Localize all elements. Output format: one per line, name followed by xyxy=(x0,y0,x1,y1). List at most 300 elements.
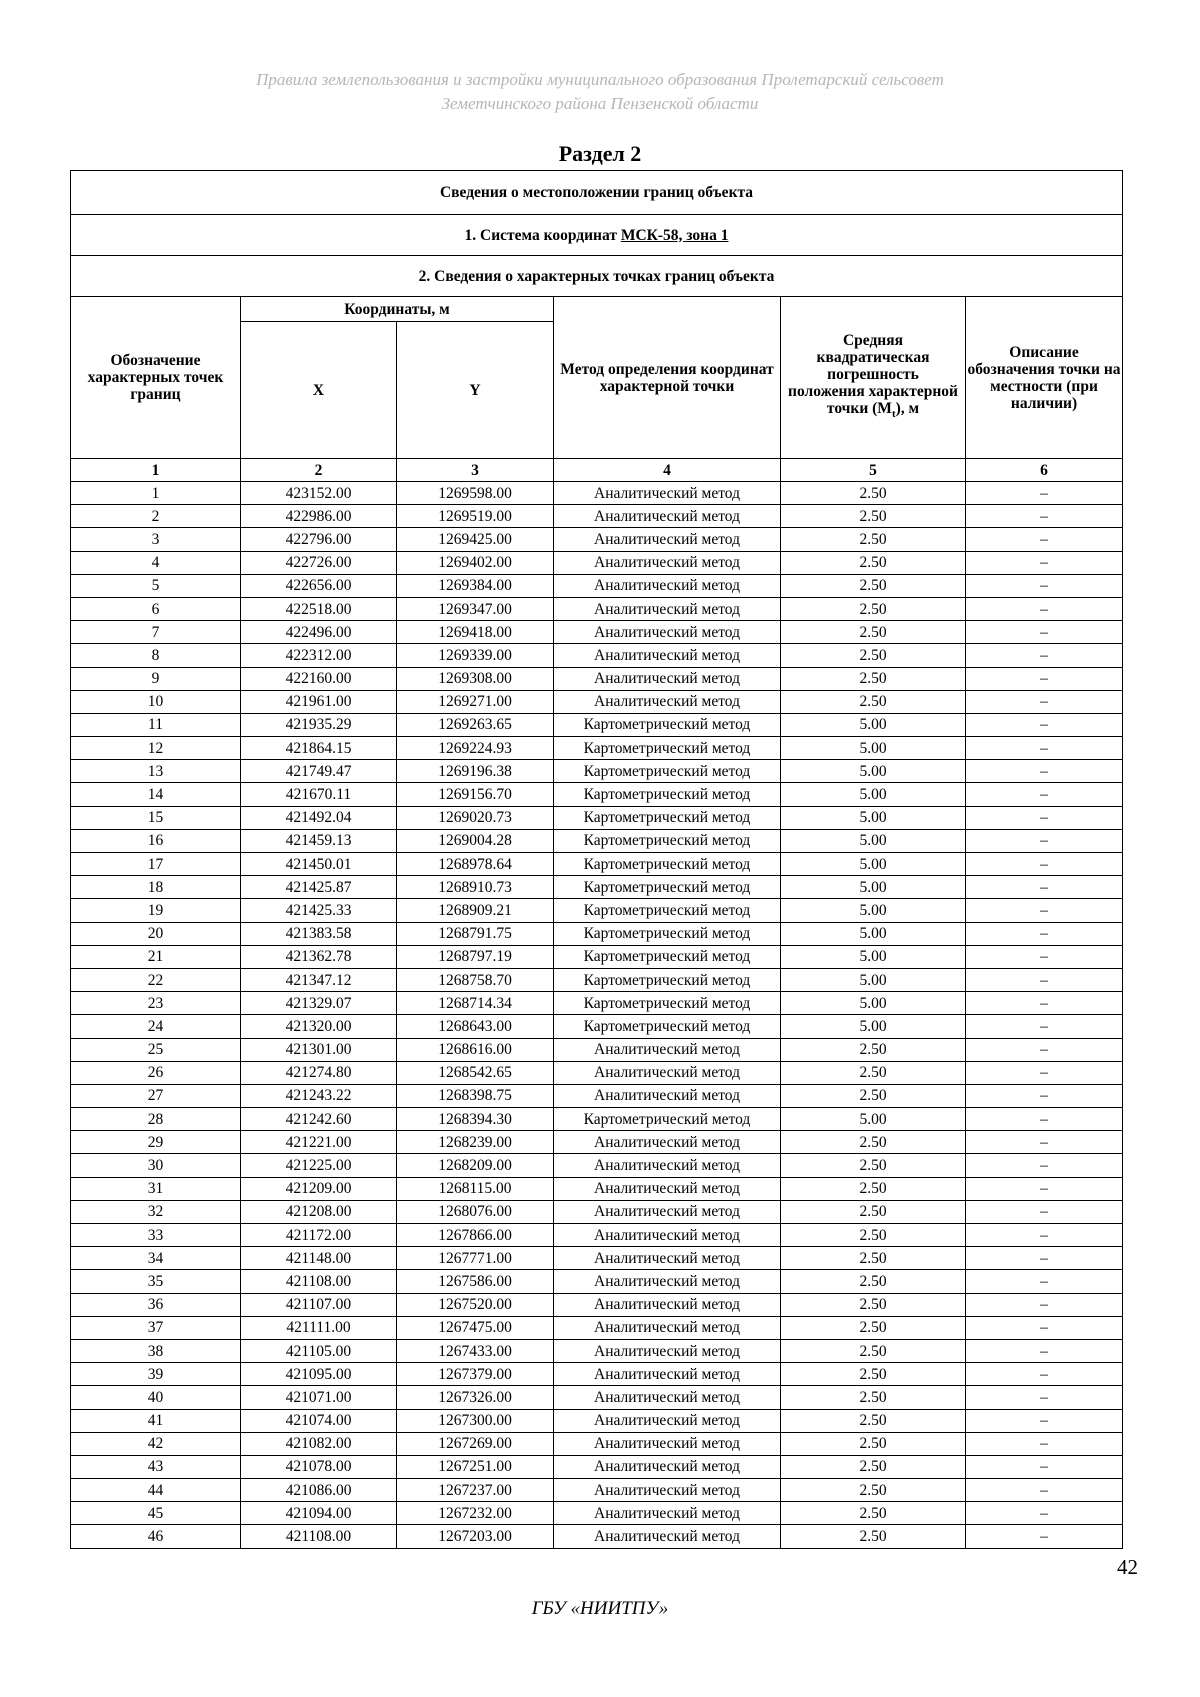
y-coordinate-cell: 1267433.00 xyxy=(397,1339,554,1362)
x-coordinate-cell: 421094.00 xyxy=(241,1502,397,1525)
table-row xyxy=(71,1224,1123,1247)
table-row xyxy=(71,1316,1123,1339)
mean-error-cell: 2.50 xyxy=(781,1339,966,1362)
table-row xyxy=(71,1455,1123,1478)
mean-error-cell: 2.50 xyxy=(781,1154,966,1177)
y-coordinate-cell: 1269339.00 xyxy=(397,644,554,667)
mean-error-cell: 2.50 xyxy=(781,1316,966,1339)
description-cell: – xyxy=(966,968,1123,991)
table-row xyxy=(71,644,1123,667)
description-cell: – xyxy=(966,760,1123,783)
method-cell: Аналитический метод xyxy=(554,1502,781,1525)
table-row xyxy=(71,806,1123,829)
column-number: 2 xyxy=(241,459,397,482)
y-coordinate-cell: 1267237.00 xyxy=(397,1479,554,1502)
page-number: 42 xyxy=(1117,1555,1138,1579)
table-row xyxy=(71,783,1123,806)
x-coordinate-cell: 421107.00 xyxy=(241,1293,397,1316)
x-coordinate-cell: 421459.13 xyxy=(241,829,397,852)
method-cell: Аналитический метод xyxy=(554,1038,781,1061)
x-coordinate-cell: 421148.00 xyxy=(241,1247,397,1270)
point-number-cell: 19 xyxy=(71,899,241,922)
table-row xyxy=(71,1409,1123,1432)
y-coordinate-cell: 1268209.00 xyxy=(397,1154,554,1177)
mean-error-cell: 2.50 xyxy=(781,621,966,644)
point-number-cell: 20 xyxy=(71,922,241,945)
point-number-cell: 32 xyxy=(71,1200,241,1223)
x-coordinate-cell: 422986.00 xyxy=(241,505,397,528)
method-cell: Аналитический метод xyxy=(554,667,781,690)
point-number-cell: 18 xyxy=(71,876,241,899)
x-coordinate-cell: 422796.00 xyxy=(241,528,397,551)
y-coordinate-cell: 1268909.21 xyxy=(397,899,554,922)
method-cell: Аналитический метод xyxy=(554,1224,781,1247)
table-row xyxy=(71,621,1123,644)
table-row xyxy=(71,482,1123,505)
y-coordinate-cell: 1268076.00 xyxy=(397,1200,554,1223)
point-number-cell: 40 xyxy=(71,1386,241,1409)
table-row xyxy=(71,528,1123,551)
mean-error-cell: 5.00 xyxy=(781,737,966,760)
mean-error-cell: 5.00 xyxy=(781,806,966,829)
x-coordinate-cell: 421383.58 xyxy=(241,922,397,945)
mean-error-cell: 2.50 xyxy=(781,1525,966,1548)
point-number-cell: 43 xyxy=(71,1455,241,1478)
mean-error-cell: 2.50 xyxy=(781,1270,966,1293)
point-number-cell: 3 xyxy=(71,528,241,551)
table-row xyxy=(71,1015,1123,1038)
point-number-cell: 15 xyxy=(71,806,241,829)
point-number-cell: 16 xyxy=(71,829,241,852)
method-cell: Картометрический метод xyxy=(554,829,781,852)
table-row xyxy=(71,1293,1123,1316)
y-coordinate-cell: 1269156.70 xyxy=(397,783,554,806)
mean-error-cell: 5.00 xyxy=(781,876,966,899)
y-coordinate-cell: 1269425.00 xyxy=(397,528,554,551)
x-coordinate-cell: 421329.07 xyxy=(241,992,397,1015)
table-row xyxy=(71,1061,1123,1084)
x-coordinate-cell: 421935.29 xyxy=(241,713,397,736)
point-number-cell: 37 xyxy=(71,1316,241,1339)
mean-error-cell: 2.50 xyxy=(781,1061,966,1084)
description-cell: – xyxy=(966,713,1123,736)
description-cell: – xyxy=(966,737,1123,760)
mean-error-cell: 2.50 xyxy=(781,1293,966,1316)
x-coordinate-cell: 421078.00 xyxy=(241,1455,397,1478)
point-number-cell: 25 xyxy=(71,1038,241,1061)
method-cell: Аналитический метод xyxy=(554,528,781,551)
header-error: Средняя квадратическая погрешность положения характерной точки $(M_t)$, м xyxy=(781,297,966,459)
mean-error-cell: 5.00 xyxy=(781,713,966,736)
table-row xyxy=(71,1177,1123,1200)
point-number-cell: 6 xyxy=(71,597,241,620)
description-cell: – xyxy=(966,597,1123,620)
x-coordinate-cell: 422518.00 xyxy=(241,597,397,620)
x-coordinate-cell: 421221.00 xyxy=(241,1131,397,1154)
x-coordinate-cell: 421274.80 xyxy=(241,1061,397,1084)
point-number-cell: 11 xyxy=(71,713,241,736)
x-coordinate-cell: 421864.15 xyxy=(241,737,397,760)
y-coordinate-cell: 1268714.34 xyxy=(397,992,554,1015)
point-number-cell: 24 xyxy=(71,1015,241,1038)
table-row xyxy=(71,551,1123,574)
y-coordinate-cell: 1268239.00 xyxy=(397,1131,554,1154)
x-coordinate-cell: 421108.00 xyxy=(241,1525,397,1548)
description-cell: – xyxy=(966,1455,1123,1478)
description-cell: – xyxy=(966,1131,1123,1154)
x-coordinate-cell: 421108.00 xyxy=(241,1270,397,1293)
y-coordinate-cell: 1267269.00 xyxy=(397,1432,554,1455)
mean-error-cell: 2.50 xyxy=(781,1479,966,1502)
description-cell: – xyxy=(966,644,1123,667)
description-cell: – xyxy=(966,1409,1123,1432)
header-description: Описание обозначения точки на местности (при наличии) xyxy=(966,297,1123,459)
method-cell: Картометрический метод xyxy=(554,945,781,968)
method-cell: Картометрический метод xyxy=(554,783,781,806)
description-cell: – xyxy=(966,992,1123,1015)
mean-error-cell: 5.00 xyxy=(781,945,966,968)
method-cell: Аналитический метод xyxy=(554,621,781,644)
mean-error-cell: 2.50 xyxy=(781,690,966,713)
table-row xyxy=(71,1502,1123,1525)
table-row xyxy=(71,1479,1123,1502)
x-coordinate-cell: 422496.00 xyxy=(241,621,397,644)
description-cell: – xyxy=(966,1061,1123,1084)
mean-error-cell: 5.00 xyxy=(781,899,966,922)
description-cell: – xyxy=(966,783,1123,806)
y-coordinate-cell: 1269020.73 xyxy=(397,806,554,829)
method-cell: Аналитический метод xyxy=(554,1455,781,1478)
table-row xyxy=(71,574,1123,597)
table-row xyxy=(71,597,1123,620)
y-coordinate-cell: 1269263.65 xyxy=(397,713,554,736)
method-cell: Аналитический метод xyxy=(554,1200,781,1223)
method-cell: Аналитический метод xyxy=(554,574,781,597)
y-coordinate-cell: 1269308.00 xyxy=(397,667,554,690)
y-coordinate-cell: 1267326.00 xyxy=(397,1386,554,1409)
mean-error-cell: 5.00 xyxy=(781,1108,966,1131)
column-number: 6 xyxy=(966,459,1123,482)
mean-error-cell: 2.50 xyxy=(781,1131,966,1154)
point-number-cell: 17 xyxy=(71,853,241,876)
table-row xyxy=(71,713,1123,736)
method-cell: Аналитический метод xyxy=(554,644,781,667)
x-coordinate-cell: 421082.00 xyxy=(241,1432,397,1455)
table-row xyxy=(71,760,1123,783)
point-number-cell: 42 xyxy=(71,1432,241,1455)
running-header-line-2: Земетчинского района Пензенской области xyxy=(441,94,759,113)
table-row xyxy=(71,1200,1123,1223)
description-cell: – xyxy=(966,1525,1123,1548)
x-coordinate-cell: 421425.33 xyxy=(241,899,397,922)
table-row xyxy=(71,1131,1123,1154)
y-coordinate-cell: 1267232.00 xyxy=(397,1502,554,1525)
header-y: Y xyxy=(397,322,554,459)
x-coordinate-cell: 422312.00 xyxy=(241,644,397,667)
mean-error-cell: 5.00 xyxy=(781,992,966,1015)
description-cell: – xyxy=(966,1084,1123,1107)
x-coordinate-cell: 422160.00 xyxy=(241,667,397,690)
method-cell: Картометрический метод xyxy=(554,1108,781,1131)
method-cell: Аналитический метод xyxy=(554,505,781,528)
mean-error-cell: 2.50 xyxy=(781,1455,966,1478)
description-cell: – xyxy=(966,621,1123,644)
point-number-cell: 31 xyxy=(71,1177,241,1200)
point-number-cell: 14 xyxy=(71,783,241,806)
mean-error-cell: 2.50 xyxy=(781,505,966,528)
y-coordinate-cell: 1267586.00 xyxy=(397,1270,554,1293)
description-cell: – xyxy=(966,528,1123,551)
point-number-cell: 36 xyxy=(71,1293,241,1316)
y-coordinate-cell: 1267379.00 xyxy=(397,1363,554,1386)
x-coordinate-cell: 421492.04 xyxy=(241,806,397,829)
y-coordinate-cell: 1267866.00 xyxy=(397,1224,554,1247)
mean-error-cell: 5.00 xyxy=(781,829,966,852)
x-coordinate-cell: 421071.00 xyxy=(241,1386,397,1409)
y-coordinate-cell: 1268978.64 xyxy=(397,853,554,876)
mean-error-cell: 5.00 xyxy=(781,853,966,876)
mean-error-cell: 2.50 xyxy=(781,1409,966,1432)
table-row xyxy=(71,690,1123,713)
method-cell: Аналитический метод xyxy=(554,1339,781,1362)
y-coordinate-cell: 1269384.00 xyxy=(397,574,554,597)
x-coordinate-cell: 421243.22 xyxy=(241,1084,397,1107)
description-cell: – xyxy=(966,1177,1123,1200)
mean-error-cell: 2.50 xyxy=(781,528,966,551)
method-cell: Аналитический метод xyxy=(554,1084,781,1107)
mean-error-cell: 2.50 xyxy=(781,482,966,505)
x-coordinate-cell: 421347.12 xyxy=(241,968,397,991)
point-number-cell: 10 xyxy=(71,690,241,713)
description-cell: – xyxy=(966,1200,1123,1223)
method-cell: Картометрический метод xyxy=(554,992,781,1015)
table-row xyxy=(71,1363,1123,1386)
description-cell: – xyxy=(966,1224,1123,1247)
x-coordinate-cell: 421320.00 xyxy=(241,1015,397,1038)
method-cell: Аналитический метод xyxy=(554,1247,781,1270)
point-number-cell: 23 xyxy=(71,992,241,1015)
mean-error-cell: 5.00 xyxy=(781,968,966,991)
description-cell: – xyxy=(966,1247,1123,1270)
y-coordinate-cell: 1268394.30 xyxy=(397,1108,554,1131)
y-coordinate-cell: 1267520.00 xyxy=(397,1293,554,1316)
header-coordinates: Координаты, м xyxy=(241,297,554,322)
x-coordinate-cell: 421961.00 xyxy=(241,690,397,713)
description-cell: – xyxy=(966,945,1123,968)
description-cell: – xyxy=(966,1293,1123,1316)
method-cell: Картометрический метод xyxy=(554,922,781,945)
method-cell: Аналитический метод xyxy=(554,1131,781,1154)
method-cell: Аналитический метод xyxy=(554,1316,781,1339)
x-coordinate-cell: 423152.00 xyxy=(241,482,397,505)
point-number-cell: 44 xyxy=(71,1479,241,1502)
table-row xyxy=(71,945,1123,968)
point-number-cell: 26 xyxy=(71,1061,241,1084)
description-cell: – xyxy=(966,574,1123,597)
description-cell: – xyxy=(966,853,1123,876)
method-cell: Аналитический метод xyxy=(554,597,781,620)
x-coordinate-cell: 421086.00 xyxy=(241,1479,397,1502)
mean-error-cell: 5.00 xyxy=(781,760,966,783)
y-coordinate-cell: 1269418.00 xyxy=(397,621,554,644)
y-coordinate-cell: 1269598.00 xyxy=(397,482,554,505)
table-row xyxy=(71,505,1123,528)
point-number-cell: 30 xyxy=(71,1154,241,1177)
table-row xyxy=(71,992,1123,1015)
y-coordinate-cell: 1268643.00 xyxy=(397,1015,554,1038)
header-method: Метод определения координат характерной точки xyxy=(554,297,781,459)
point-number-cell: 35 xyxy=(71,1270,241,1293)
coordinate-system-value: МСК-58, зона 1 xyxy=(620,226,729,244)
header-x: X xyxy=(241,322,397,459)
point-number-cell: 22 xyxy=(71,968,241,991)
table-row xyxy=(71,1525,1123,1548)
y-coordinate-cell: 1269196.38 xyxy=(397,760,554,783)
footer-organization: ГБУ «НИИТПУ» xyxy=(531,1598,669,1619)
mean-error-cell: 2.50 xyxy=(781,551,966,574)
y-coordinate-cell: 1267203.00 xyxy=(397,1525,554,1548)
table-row xyxy=(71,968,1123,991)
table-banner: Сведения о местоположении границ объекта xyxy=(71,171,1123,215)
point-number-cell: 12 xyxy=(71,737,241,760)
method-cell: Картометрический метод xyxy=(554,806,781,829)
y-coordinate-cell: 1269519.00 xyxy=(397,505,554,528)
point-number-cell: 29 xyxy=(71,1131,241,1154)
y-coordinate-cell: 1269271.00 xyxy=(397,690,554,713)
description-cell: – xyxy=(966,551,1123,574)
y-coordinate-cell: 1268398.75 xyxy=(397,1084,554,1107)
table-row xyxy=(71,922,1123,945)
mean-error-cell: 2.50 xyxy=(781,1084,966,1107)
description-cell: – xyxy=(966,1502,1123,1525)
method-cell: Аналитический метод xyxy=(554,1270,781,1293)
description-cell: – xyxy=(966,1038,1123,1061)
y-coordinate-cell: 1269402.00 xyxy=(397,551,554,574)
table-row xyxy=(71,667,1123,690)
method-cell: Аналитический метод xyxy=(554,1154,781,1177)
y-coordinate-cell: 1268542.65 xyxy=(397,1061,554,1084)
column-number: 4 xyxy=(554,459,781,482)
table-row xyxy=(71,1154,1123,1177)
mean-error-cell: 5.00 xyxy=(781,783,966,806)
description-cell: – xyxy=(966,899,1123,922)
mean-error-cell: 2.50 xyxy=(781,574,966,597)
description-cell: – xyxy=(966,1154,1123,1177)
x-coordinate-cell: 421111.00 xyxy=(241,1316,397,1339)
x-coordinate-cell: 421749.47 xyxy=(241,760,397,783)
mean-error-cell: 2.50 xyxy=(781,1386,966,1409)
mean-error-cell: 2.50 xyxy=(781,1177,966,1200)
x-coordinate-cell: 421670.11 xyxy=(241,783,397,806)
table-row xyxy=(71,1432,1123,1455)
mean-error-cell: 2.50 xyxy=(781,597,966,620)
point-number-cell: 1 xyxy=(71,482,241,505)
description-cell: – xyxy=(966,690,1123,713)
description-cell: – xyxy=(966,1363,1123,1386)
points-section-title: 2. Сведения о характерных точках границ объекта xyxy=(71,256,1123,297)
method-cell: Аналитический метод xyxy=(554,690,781,713)
y-coordinate-cell: 1268797.19 xyxy=(397,945,554,968)
x-coordinate-cell: 421105.00 xyxy=(241,1339,397,1362)
point-number-cell: 39 xyxy=(71,1363,241,1386)
table-row xyxy=(71,1270,1123,1293)
column-number: 5 xyxy=(781,459,966,482)
y-coordinate-cell: 1267251.00 xyxy=(397,1455,554,1478)
description-cell: – xyxy=(966,1015,1123,1038)
table-row xyxy=(71,1339,1123,1362)
column-number: 3 xyxy=(397,459,554,482)
table-row xyxy=(71,899,1123,922)
coordinate-system-row xyxy=(71,215,1123,256)
mean-error-cell: 2.50 xyxy=(781,1247,966,1270)
description-cell: – xyxy=(966,505,1123,528)
table-row xyxy=(71,1038,1123,1061)
point-number-cell: 27 xyxy=(71,1084,241,1107)
description-cell: – xyxy=(966,922,1123,945)
x-coordinate-cell: 421362.78 xyxy=(241,945,397,968)
table-row xyxy=(71,1084,1123,1107)
method-cell: Аналитический метод xyxy=(554,1177,781,1200)
description-cell: – xyxy=(966,1479,1123,1502)
y-coordinate-cell: 1267475.00 xyxy=(397,1316,554,1339)
description-cell: – xyxy=(966,667,1123,690)
method-cell: Картометрический метод xyxy=(554,876,781,899)
mean-error-cell: 5.00 xyxy=(781,1015,966,1038)
mean-error-cell: 2.50 xyxy=(781,1224,966,1247)
description-cell: – xyxy=(966,1270,1123,1293)
method-cell: Картометрический метод xyxy=(554,1015,781,1038)
method-cell: Аналитический метод xyxy=(554,1386,781,1409)
method-cell: Картометрический метод xyxy=(554,760,781,783)
table-row xyxy=(71,737,1123,760)
method-cell: Аналитический метод xyxy=(554,1061,781,1084)
point-number-cell: 46 xyxy=(71,1525,241,1548)
method-cell: Аналитический метод xyxy=(554,1479,781,1502)
y-coordinate-cell: 1268115.00 xyxy=(397,1177,554,1200)
y-coordinate-cell: 1269004.28 xyxy=(397,829,554,852)
point-number-cell: 45 xyxy=(71,1502,241,1525)
running-header xyxy=(0,68,1200,116)
description-cell: – xyxy=(966,876,1123,899)
y-coordinate-cell: 1268616.00 xyxy=(397,1038,554,1061)
x-coordinate-cell: 421301.00 xyxy=(241,1038,397,1061)
mean-error-cell: 2.50 xyxy=(781,1432,966,1455)
x-coordinate-cell: 421242.60 xyxy=(241,1108,397,1131)
method-cell: Картометрический метод xyxy=(554,737,781,760)
description-cell: – xyxy=(966,806,1123,829)
method-cell: Аналитический метод xyxy=(554,551,781,574)
table-row xyxy=(71,1386,1123,1409)
method-cell: Аналитический метод xyxy=(554,1525,781,1548)
point-number-cell: 5 xyxy=(71,574,241,597)
point-number-cell: 9 xyxy=(71,667,241,690)
x-coordinate-cell: 421209.00 xyxy=(241,1177,397,1200)
description-cell: – xyxy=(966,1316,1123,1339)
mean-error-cell: 5.00 xyxy=(781,922,966,945)
point-number-cell: 8 xyxy=(71,644,241,667)
x-coordinate-cell: 421425.87 xyxy=(241,876,397,899)
boundary-points-table xyxy=(70,170,1123,1549)
method-cell: Картометрический метод xyxy=(554,968,781,991)
table-row xyxy=(71,1247,1123,1270)
y-coordinate-cell: 1268791.75 xyxy=(397,922,554,945)
method-cell: Картометрический метод xyxy=(554,713,781,736)
table-row xyxy=(71,829,1123,852)
point-number-cell: 41 xyxy=(71,1409,241,1432)
table-row xyxy=(71,1108,1123,1131)
y-coordinate-cell: 1269224.93 xyxy=(397,737,554,760)
mean-error-cell: 2.50 xyxy=(781,1363,966,1386)
